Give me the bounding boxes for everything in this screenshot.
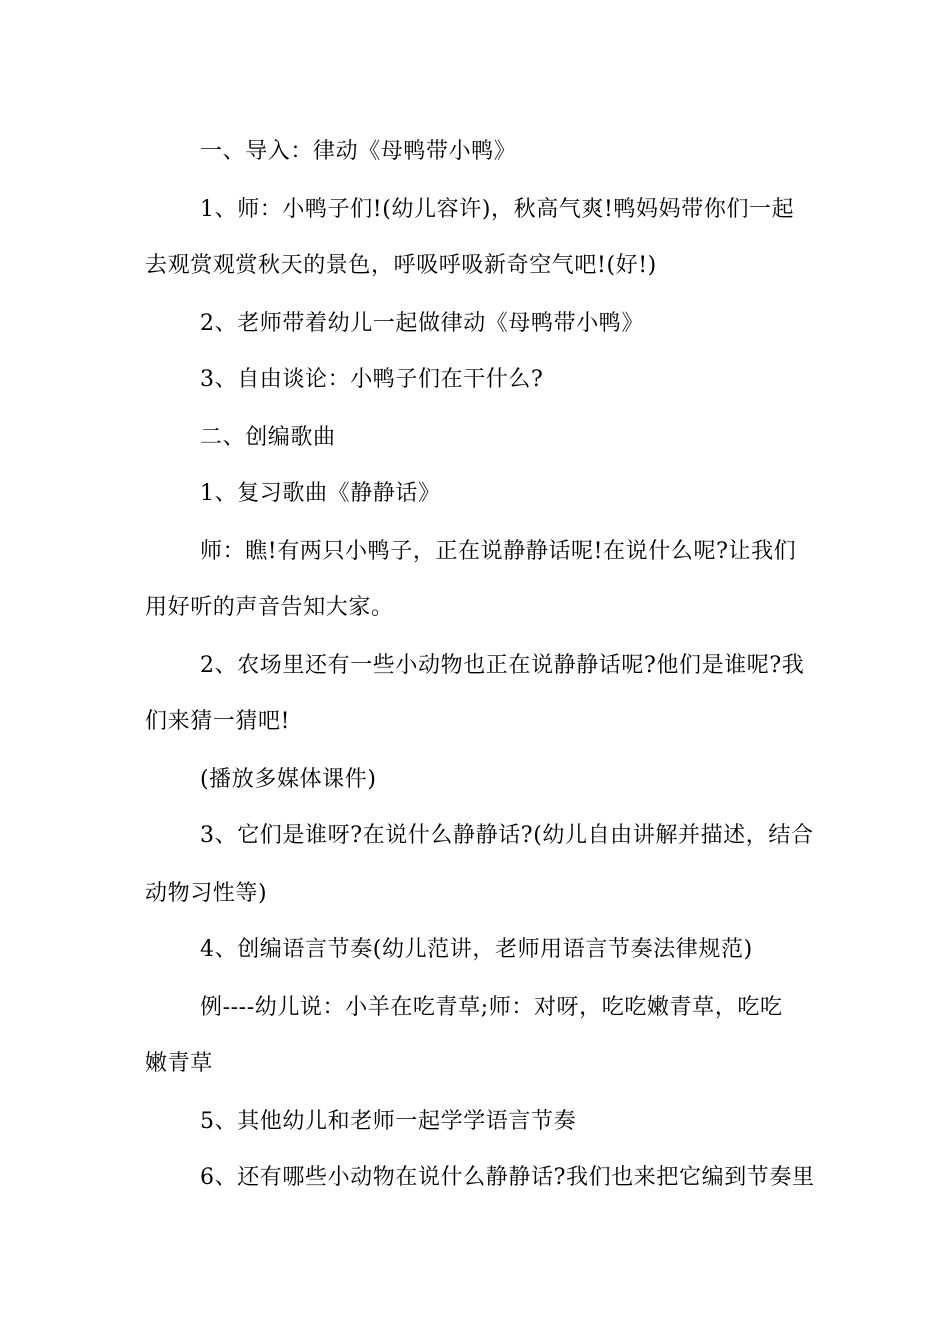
paragraph-line: 6、还有哪些小动物在说什么静静话?我们也来把它编到节奏里 bbox=[200, 1165, 815, 1190]
paragraph-line: 3、自由谈论：小鸭子们在干什么? bbox=[200, 367, 544, 392]
paragraph-line: 动物习性等) bbox=[145, 881, 268, 906]
paragraph-line: 1、师：小鸭子们!(幼儿容许)，秋高气爽!鸭妈妈带你们一起 bbox=[200, 197, 795, 222]
paragraph-line: 4、创编语言节奏(幼儿范讲，老师用语言节奏法律规范) bbox=[200, 937, 753, 962]
paragraph-line: 例----幼儿说：小羊在吃青草;师：对呀，吃吃嫩青草，吃吃 bbox=[200, 995, 783, 1020]
paragraph-line: 嫩青草 bbox=[145, 1051, 213, 1076]
heading-intro: 一、导入：律动《母鸭带小鸭》 bbox=[200, 139, 517, 164]
paragraph-line: 3、它们是谁呀?在说什么静静话?(幼儿自由讲解并描述，结合 bbox=[200, 823, 814, 848]
paragraph-line: 5、其他幼儿和老师一起学学语言节奏 bbox=[200, 1109, 577, 1134]
paragraph-line: 去观赏观赏秋天的景色，呼吸呼吸新奇空气吧!(好!) bbox=[145, 253, 657, 278]
paragraph-line: 用好听的声音告知大家。 bbox=[145, 595, 394, 620]
paragraph-line: 2、老师带着幼儿一起做律动《母鸭带小鸭》 bbox=[200, 311, 644, 336]
paragraph-line: 师：瞧!有两只小鸭子，正在说静静话呢!在说什么呢?让我们 bbox=[200, 539, 797, 564]
paragraph-line: 2、农场里还有一些小动物也正在说静静话呢?他们是谁呢?我 bbox=[200, 653, 805, 678]
paragraph-line: (播放多媒体课件) bbox=[200, 767, 377, 792]
paragraph-line: 们来猜一猜吧! bbox=[145, 709, 291, 734]
paragraph-line: 1、复习歌曲《静静话》 bbox=[200, 481, 441, 506]
heading-song: 二、创编歌曲 bbox=[200, 425, 336, 450]
